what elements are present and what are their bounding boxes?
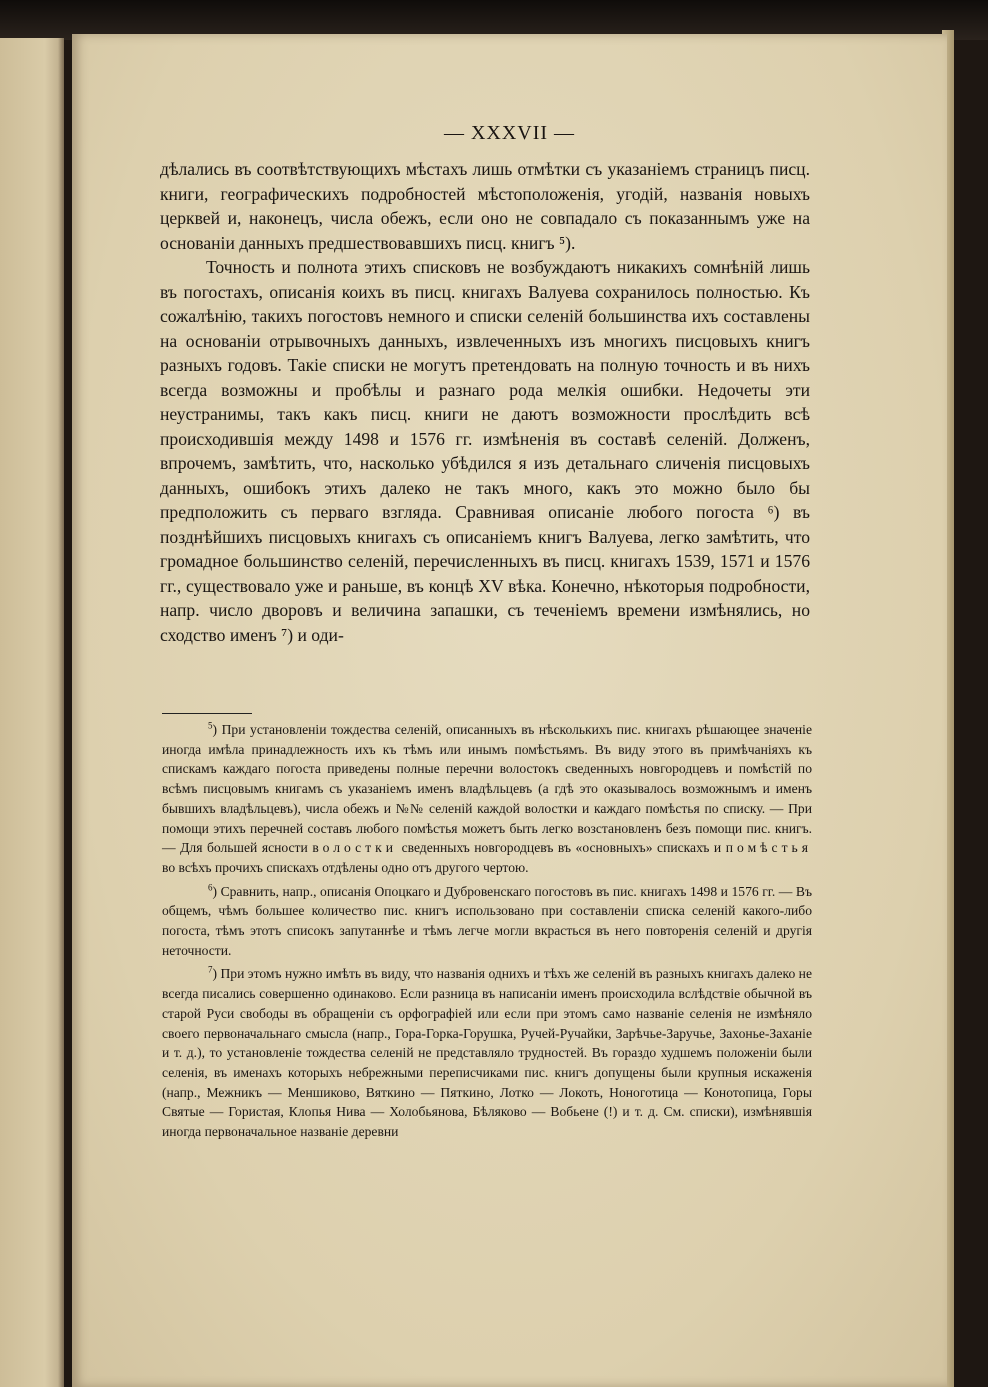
main-text	[160, 157, 810, 647]
facing-page-edge	[0, 38, 64, 1387]
paragraph-1: дѣлались въ соотвѣтствующихъ мѣстахъ лишь отмѣтки съ указаніемъ страницъ писц. книги, географическихъ подробностей мѣстоположенія, угодій, названія новыхъ церквей и, наконецъ, числа обежъ, если оно не совпадало съ показаннымъ уже на основаніи данныхъ предшествовавшихъ писц. книгъ ⁵).	[160, 159, 810, 253]
footnote-separator	[162, 713, 252, 714]
footnote-7-text: При этомъ нужно имѣть въ виду, что названія однихъ и тѣхъ же селеній въ разныхъ книгахъ далеко не всегда писались совершенно одинаково. Если разница въ написаніи именъ происходила вслѣдствіе обычной въ старой Руси свободы въ обращеніи съ орфографіей или если при этомъ само названіе селенія не измѣняло своего первоначальнаго смысла (напр., Гора-Горка-Горушка, Ручей-Ручайки, Зарѣчье-Заручье, Захонье-Заханіе и т. д.), то установленіе тождества селеній не представляло трудностей. Въ гораздо худшемъ положеніи были селенія, въ именахъ которыхъ небрежными переписчиками пис. книгъ допущены были крупныя искаженія (напр., Межникъ — Меншиково, Вяткино — Пяткино, Лотко — Локоть, Ноноготица — Конотопица, Горы Святые — Гористая, Клопья Нива — Холобьянова, Бѣляково — Вобьене (!) и т. д. См. списки), измѣнявшія иногда первоначальное названіе деревни	[162, 966, 812, 1140]
footnote-5-word-pomestya: помѣстья	[725, 840, 812, 856]
footnote-5-text-b: сведенныхъ новгородцевъ въ «основныхъ» спискахъ и	[401, 840, 722, 856]
footnote-7-mark: 7	[208, 964, 213, 975]
footnote-5-text-c: во всѣхъ прочихъ спискахъ отдѣлены одно отъ другого чертою.	[162, 859, 529, 875]
paragraph-2: Точность и полнота этихъ списковъ не возбуждаютъ никакихъ сомнѣній лишь въ погостахъ, описанія коихъ въ писц. книгахъ Валуева сохранилось полностью. Къ сожалѣнію, такихъ погостовъ немного и списки селеній большинства ихъ составлены на основаніи отрывочныхъ данныхъ, извлеченныхъ изъ многихъ писцовыхъ книгъ разныхъ годовъ. Такіе списки не могутъ претендовать на полную точность и въ нихъ всегда возможны и пробѣлы и разнаго рода мелкія ошибки. Недочеты эти неустранимы, такъ какъ писц. книги не даютъ возможности прослѣдить всѣ происходившія между 1498 и 1576 гг. измѣненія въ составѣ селеній. Долженъ, впрочемъ, замѣтить, что, насколько убѣдился я изъ детальнаго сличенія писцовыхъ данныхъ, ошибокъ этихъ далеко не такъ много, какъ это можно было бы предположить съ перваго взгляда. Сравнивая описаніе любого погоста ⁶) въ позднѣйшихъ писцовыхъ книгахъ съ описаніемъ книгъ Валуева, легко замѣтить, что громадное большинство селеній, перечисленныхъ въ писц. книгахъ 1539, 1571 и 1576 гг., существовало уже и раньше, въ концѣ XV вѣка. Конечно, нѣкоторыя подробности, напр. число дворовъ и величина запашки, съ теченіемъ времени измѣнялись, но сходство именъ ⁷) и оди-	[160, 257, 810, 645]
footnote-6-text: Сравнить, напр., описанія Опоцкаго и Дубровенскаго погостовъ въ пис. книгахъ 1498 и 1576 гг. — Въ общемъ, чѣмъ большее количество пис. книгъ использовано при составленіи списка селеній какого-либо погоста, тѣмъ этотъ списокъ запутаннѣе и тѣмъ легче могли вкрасться въ него повторенія селеній и другія неточности.	[162, 883, 812, 958]
footnote-7: $^7$) При этомъ нужно имѣть въ виду, что названія однихъ и тѣхъ же селеній въ разныхъ книгахъ далеко не всегда писались совершенно одинаково. Если разница въ написаніи именъ происходила вслѣдствіе обычной въ старой Руси свободы въ обращеніи съ орфографіей или если при этомъ само названіе селенія не измѣняло своего первоначальнаго смысла (напр., Гора-Горка-Горушка, Ручей-Ручайки, Зарѣчье-Заручье, Захонье-Заханіе и т. д.), то установленіе тождества селеній не представляло трудностей. Въ гораздо худшемъ положеніи были селенія, въ именахъ которыхъ небрежными переписчиками пис. книгъ допущены были крупныя искаженія (напр., Межникъ — Меншиково, Вяткино — Пяткино, Лотко — Локоть, Ноноготица — Конотопица, Горы Святые — Гористая, Клопья Нива — Холобьянова, Бѣляково — Вобьене (!) и т. д. См. списки), измѣнявшія иногда первоначальное названіе деревни	[162, 964, 812, 1140]
footnote-5-word-volostki: волостки	[312, 840, 398, 856]
footnote-5-mark: 5	[208, 720, 213, 731]
footnote-5-text-a: При установленіи тождества селеній, описанныхъ въ нѣсколькихъ пис. книгахъ рѣшающее значеніе иногда имѣла принадлежность ихъ къ тѣмъ или инымъ помѣстьямъ. Въ виду этого въ примѣчаніяхъ къ спискамъ каждаго погоста приведены полные перечни волостокъ сведенныхъ новгородцевъ и помѣстій по всѣмъ писцовымъ книгамъ съ указаніемъ именъ владѣльцевъ (а гдѣ это оказывалось возможнымъ и именъ бывшихъ владѣльцевъ), числа обежъ и №№ селеній каждой волостки и каждаго помѣстья по списку. — При помощи этихъ перечней составъ любого помѣстья можетъ быть легко возстановленъ безъ помощи пис. книгъ. — Для большей ясности	[162, 722, 812, 856]
footnote-5: $^5$) При установленіи тождества селеній, описанныхъ въ нѣсколькихъ пис. книгахъ рѣшающее значеніе иногда имѣла принадлежность ихъ къ тѣмъ или инымъ помѣстьямъ. Въ виду этого въ примѣчаніяхъ къ спискамъ каждаго погоста приведены полные перечни волостокъ сведенныхъ новгородцевъ и помѣстій по всѣмъ писцовымъ книгамъ съ указаніемъ именъ владѣльцевъ (а гдѣ это оказывалось возможнымъ и именъ бывшихъ владѣльцевъ), числа обежъ и №№ селеній каждой волостки и каждаго помѣстья по списку. — При помощи этихъ перечней составъ любого помѣстья можетъ быть легко возстановленъ безъ помощи пис. книгъ. — Для большей ясности волостки сведенныхъ новгородцевъ въ «основныхъ» спискахъ и помѣстья во всѣхъ прочихъ спискахъ отдѣлены одно отъ другого чертою.	[162, 720, 812, 875]
page-number-header: — XXXVII —	[443, 122, 576, 144]
footnote-6: $^6$) Сравнить, напр., описанія Опоцкаго и Дубровенскаго погостовъ въ пис. книгахъ 1498 и 1576 гг. — Въ общемъ, чѣмъ большее количество пис. книгъ использовано при составленіи списка селеній какого-либо погоста, тѣмъ этотъ списокъ запутаннѣе и тѣмъ легче могли вкрасться въ него повторенія селеній и другія неточности.	[162, 882, 812, 958]
footnote-6-mark: 6	[208, 882, 213, 893]
footnotes	[162, 720, 812, 1146]
